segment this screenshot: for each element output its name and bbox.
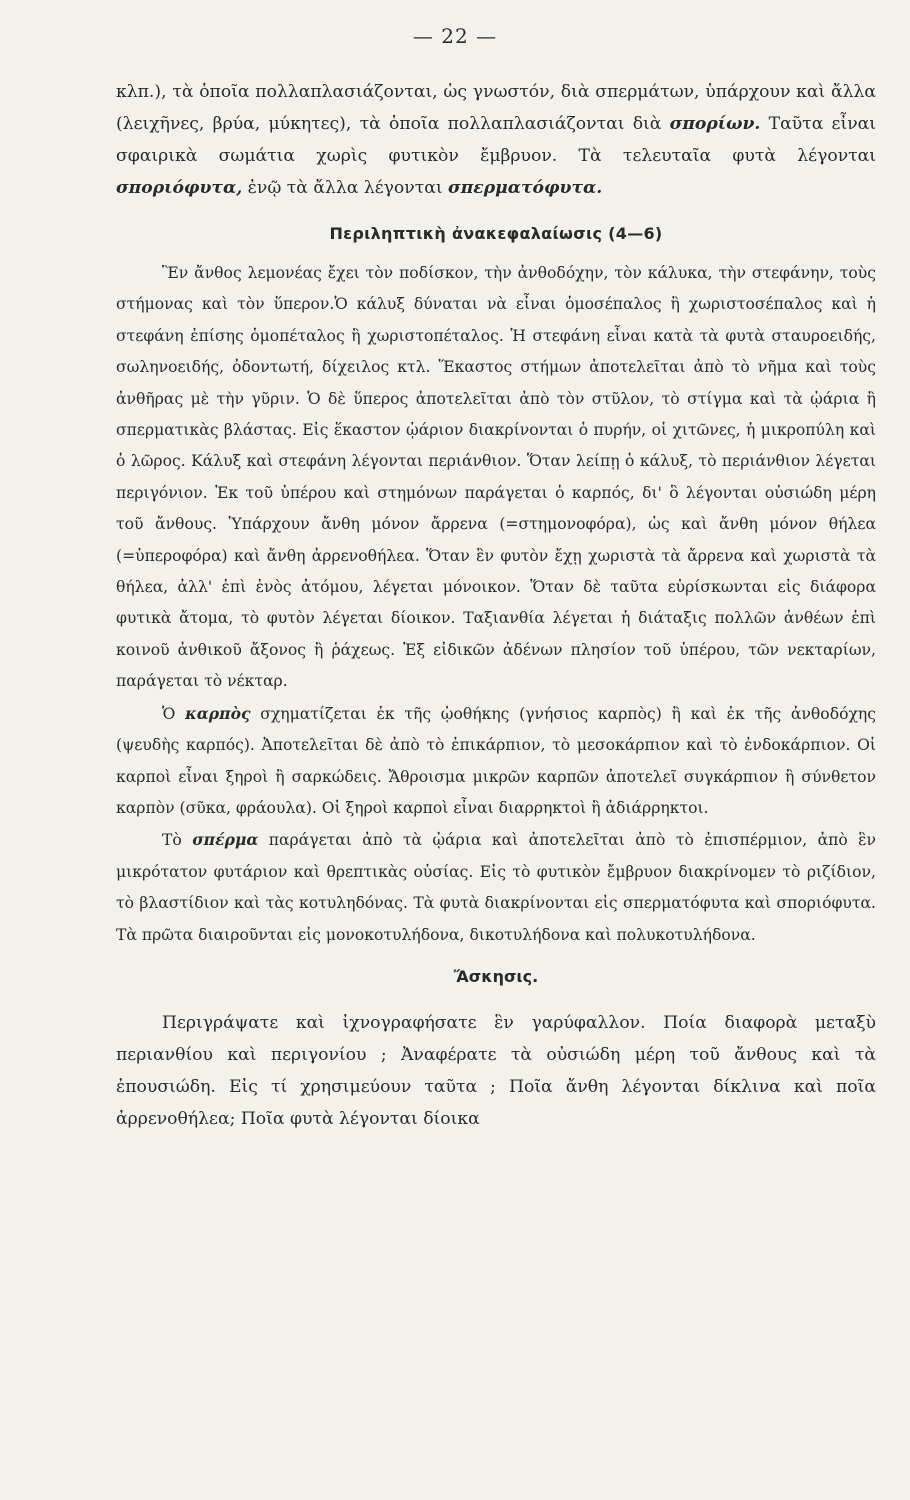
page-body xyxy=(116,76,876,1135)
term-sporia: σπορίων. xyxy=(669,114,761,134)
term-karpos: καρπὸς xyxy=(185,703,251,723)
summary-heading: Περιληπτικὴ ἀνακεφαλαίωσις (4—6) xyxy=(329,224,663,243)
exercise-paragraph: Περιγράψατε καὶ ἰχνογραφήσατε ἓν γαρύφαλλον. Ποία διαφορὰ μεταξὺ περιανθίου καὶ περιγονίου ; Ἀναφέρατε τὰ οὐσιώδη μέρη τοῦ ἄνθους καὶ τὰ ἐπουσιώδη. Εἰς τί χρησιμεύουν ταῦτα ; Ποῖα ἄνθη λέγονται δίκλινα καὶ ποῖα ἀρρενοθήλεα; Ποῖα φυτὰ λέγονται δίοικα xyxy=(116,1012,876,1129)
intro-paragraph: κλπ.), τὰ ὁποῖα πολλαπλασιάζονται, ὡς γνωστόν, διὰ σπερμάτων, ὑπάρχουν καὶ ἄλλα (λειχῆνες, βρύα, μύκητες), τὰ ὁποῖα πολλαπλασιάζονται διὰ σπορίων. Ταῦτα εἶναι σφαιρικὰ σωμάτια χωρὶς φυτικὸν ἔμβρυον. Τὰ τελευταῖα φυτὰ λέγονται σποριόφυτα, ἐνῷ τὰ ἄλλα λέγονται σπερματόφυτα. xyxy=(116,82,876,198)
summary-block xyxy=(116,258,876,951)
exercise-heading: Ἄσκησις. xyxy=(453,966,539,986)
page-number: — 22 — xyxy=(412,24,498,48)
summary-paragraph-seed: Τὸ σπέρμα παράγεται ἀπὸ τὰ ᾠάρια καὶ ἀποτελεῖται ἀπὸ τὸ ἐπισπέρμιον, ἀπὸ ἓν μικρότατον φυτάριον καὶ θρεπτικὰς οὐσίας. Εἰς τὸ φυτικὸν ἔμβρυον διακρίνομεν τὸ ριζίδιον, τὸ βλαστίδιον καὶ τὰς κοτυληδόνας. Τὰ φυτὰ διακρίνονται εἰς σπερματόφυτα καὶ σποριόφυτα. Τὰ πρῶτα διαιροῦνται εἰς μονοκοτυλήδονα, δικοτυλήδονα καὶ πολυκοτυλήδονα. xyxy=(116,830,876,944)
summary-paragraph-fruit: Ὁ καρπὸς σχηματίζεται ἐκ τῆς ᾠοθήκης (γνήσιος καρπὸς) ἢ καὶ ἐκ τῆς ἀνθοδόχης (ψευδὴς καρπός). Ἀποτελεῖται δὲ ἀπὸ τὸ ἐπικάρπιον, τὸ μεσοκάρπιον καὶ τὸ ἐνδοκάρπιον. Οἱ καρποὶ εἶναι ξηροὶ ἢ σαρκώδεις. Ἄθροισμα μικρῶν καρπῶν ἀποτελεῖ συγκάρπιον ἢ σύνθετον καρπὸν (σῦκα, φράουλα). Οἱ ξηροὶ καρποὶ εἶναι διαρρηκτοὶ ἢ ἀδιάρρηκτοι. xyxy=(116,703,876,817)
term-sporiofyta: σποριόφυτα, xyxy=(116,178,243,198)
summary-paragraph-flower: Ἓν ἄνθος λεμονέας ἔχει τὸν ποδίσκον, τὴν ἀνθοδόχην, τὸν κάλυκα, τὴν στεφάνην, τοὺς στήμονας καὶ τὸν ὕπερον.Ὁ κάλυξ δύναται νὰ εἶναι ὁμοσέπαλος ἢ χωριστοσέπαλος καὶ ἡ στεφάνη ἐπίσης ὁμοπέταλος ἢ χωριστοπέταλος. Ἡ στεφάνη εἶναι κατὰ τὰ φυτὰ σταυροειδής, σωληνοειδής, ὀδοντωτή, δίχειλος κτλ. Ἕκαστος στήμων ἀποτελεῖται ἀπὸ τὸ νῆμα καὶ τοὺς ἀνθῆρας μὲ τὴν γῦριν. Ὁ δὲ ὕπερος ἀποτελεῖται ἀπὸ τὸν στῦλον, τὸ στίγμα καὶ τὰ ᾠάρια ἢ σπερματικὰς βλάστας. Εἰς ἕκαστον ᾠάριον διακρίνονται ὁ πυρήν, οἱ χιτῶνες, ἡ μικροπύλη καὶ ὁ λῶρος. Κάλυξ καὶ στεφάνη λέγονται περιάνθιον. Ὅταν λείπῃ ὁ κάλυξ, τὸ περιάνθιον λέγεται περιγόνιον. Ἐκ τοῦ ὑπέρου καὶ στημόνων παράγεται ὁ καρπός, δι' ὃ λέγονται οὐσιώδη μέρη τοῦ ἄνθους. Ὑπάρχουν ἄνθη μόνον ἄρρενα (=στημονοφόρα), ὡς καὶ ἄνθη μόνον θήλεα (=ὑπεροφόρα) καὶ ἄνθη ἀρρενοθήλεα. Ὅταν ἓν φυτὸν ἔχῃ χωριστὰ τὰ ἄρρενα καὶ χωριστὰ τὰ θήλεα, ἀλλ' ἐπὶ ἑνὸς ἀτόμου, λέγεται μόνοικον. Ὅταν δὲ ταῦτα εὑρίσκωνται εἰς διάφορα φυτικὰ ἄτομα, τὸ φυτὸν λέγεται δίοικον. Ταξιανθία λέγεται ἡ διάταξις πολλῶν ἀνθέων ἐπὶ κοινοῦ ἀνθικοῦ ἄξονος ἢ ῥάχεως. Ἐξ εἰδικῶν ἀδένων πλησίον τοῦ ὑπέρου, τῶν νεκταρίων, παράγεται τὸ νέκταρ. xyxy=(116,264,876,691)
term-spermatofyta: σπερματόφυτα. xyxy=(448,178,603,198)
term-sperma: σπέρμα xyxy=(192,830,259,850)
